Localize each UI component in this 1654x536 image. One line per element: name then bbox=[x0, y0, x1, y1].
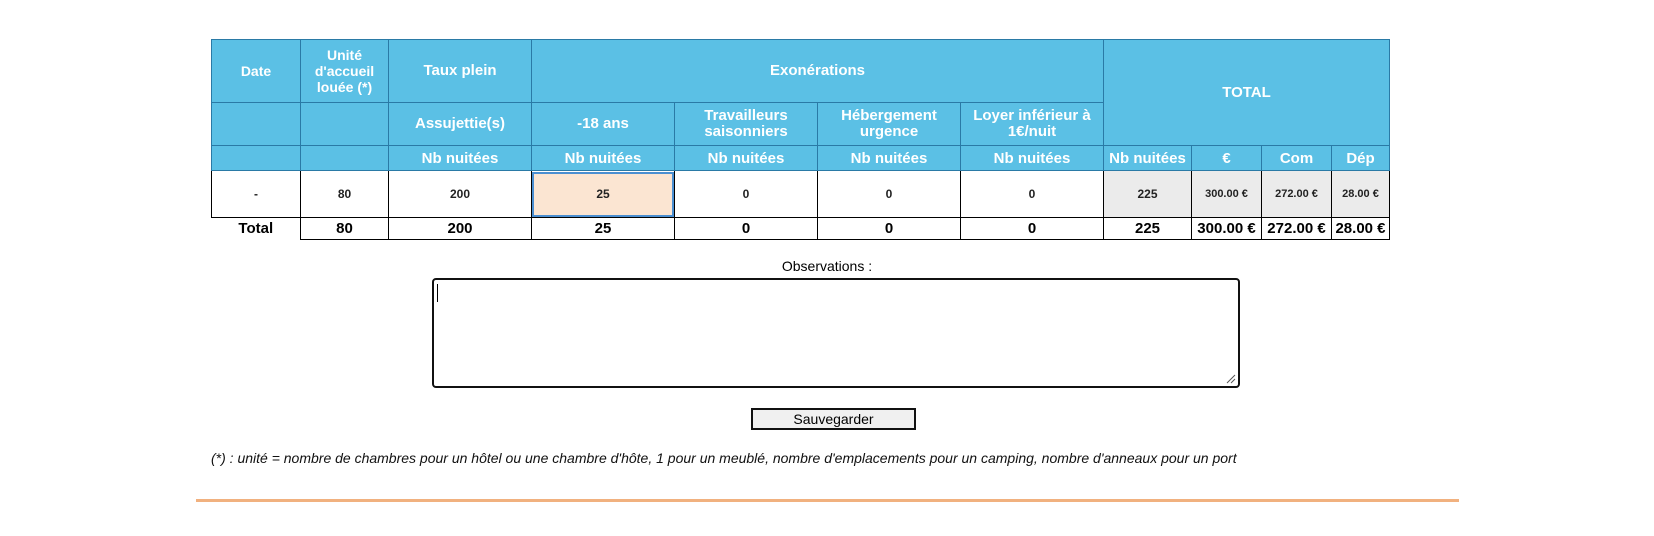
header-nb-nuitees-hebergement: Nb nuitées bbox=[818, 146, 961, 171]
header-hebergement-urgence: Hébergement urgence bbox=[818, 103, 961, 146]
header-nb-nuitees-travailleurs: Nb nuitées bbox=[675, 146, 818, 171]
cell-loyer: 0 bbox=[961, 171, 1104, 218]
header-total: TOTAL bbox=[1104, 40, 1390, 146]
header-moins-18-ans: -18 ans bbox=[532, 103, 675, 146]
cell-moins18-wrapper bbox=[532, 171, 675, 218]
totals-row bbox=[212, 218, 1390, 240]
footnote: (*) : unité = nombre de chambres pour un hôtel ou une chambre d'hôte, 1 pour un meublé, nombre d'emplacements pour un camping, nombre d'anneaux pour un port bbox=[211, 450, 1237, 466]
totals-total-nb: 225 bbox=[1104, 218, 1192, 240]
totals-total-com: 272.00 € bbox=[1262, 218, 1332, 240]
header-loyer-inferieur: Loyer inférieur à 1€/nuit bbox=[961, 103, 1104, 146]
totals-moins18: 25 bbox=[532, 218, 675, 240]
header-date: Date bbox=[212, 40, 301, 103]
totals-loyer: 0 bbox=[961, 218, 1104, 240]
header-euro: € bbox=[1192, 146, 1262, 171]
observations-label: Observations : bbox=[781, 258, 873, 274]
cell-total-euro: 300.00 € bbox=[1192, 171, 1262, 218]
totals-label: Total bbox=[212, 218, 301, 240]
totals-hebergement: 0 bbox=[818, 218, 961, 240]
moins18-input[interactable]: 25 bbox=[532, 172, 674, 217]
header-unite: Unité d'accueil louée (*) bbox=[301, 40, 389, 103]
header-assujetties: Assujettie(s) bbox=[389, 103, 532, 146]
header-row3-unite-blank bbox=[301, 146, 389, 171]
header-nb-nuitees-assujetties: Nb nuitées bbox=[389, 146, 532, 171]
totals-travailleurs: 0 bbox=[675, 218, 818, 240]
totals-unite: 80 bbox=[301, 218, 389, 240]
header-taux-plein: Taux plein bbox=[389, 40, 532, 103]
taxe-sejour-table bbox=[211, 39, 1390, 240]
cell-assujetties: 200 bbox=[389, 171, 532, 218]
cell-unite: 80 bbox=[301, 171, 389, 218]
cell-travailleurs: 0 bbox=[675, 171, 818, 218]
totals-assujetties: 200 bbox=[389, 218, 532, 240]
cell-total-nb: 225 bbox=[1104, 171, 1192, 218]
cell-hebergement: 0 bbox=[818, 171, 961, 218]
totals-total-euro: 300.00 € bbox=[1192, 218, 1262, 240]
header-row3-date-blank bbox=[212, 146, 301, 171]
header-nb-nuitees-moins18: Nb nuitées bbox=[532, 146, 675, 171]
header-date-blank bbox=[212, 103, 301, 146]
header-nb-nuitees-total: Nb nuitées bbox=[1104, 146, 1192, 171]
header-exonerations: Exonérations bbox=[532, 40, 1104, 103]
table-row bbox=[212, 171, 1390, 218]
header-dep: Dép bbox=[1332, 146, 1390, 171]
totals-total-dep: 28.00 € bbox=[1332, 218, 1390, 240]
save-button[interactable]: Sauvegarder bbox=[751, 408, 916, 430]
header-unite-blank bbox=[301, 103, 389, 146]
cell-total-dep: 28.00 € bbox=[1332, 171, 1390, 218]
header-travailleurs-saisonniers: Travailleurs saisonniers bbox=[675, 103, 818, 146]
header-com: Com bbox=[1262, 146, 1332, 171]
text-caret bbox=[437, 284, 438, 302]
resize-grip-icon[interactable] bbox=[1226, 374, 1236, 384]
header-nb-nuitees-loyer: Nb nuitées bbox=[961, 146, 1104, 171]
observations-textarea[interactable] bbox=[432, 278, 1240, 388]
cell-date: - bbox=[212, 171, 301, 218]
cell-total-com: 272.00 € bbox=[1262, 171, 1332, 218]
bottom-divider bbox=[196, 499, 1459, 502]
